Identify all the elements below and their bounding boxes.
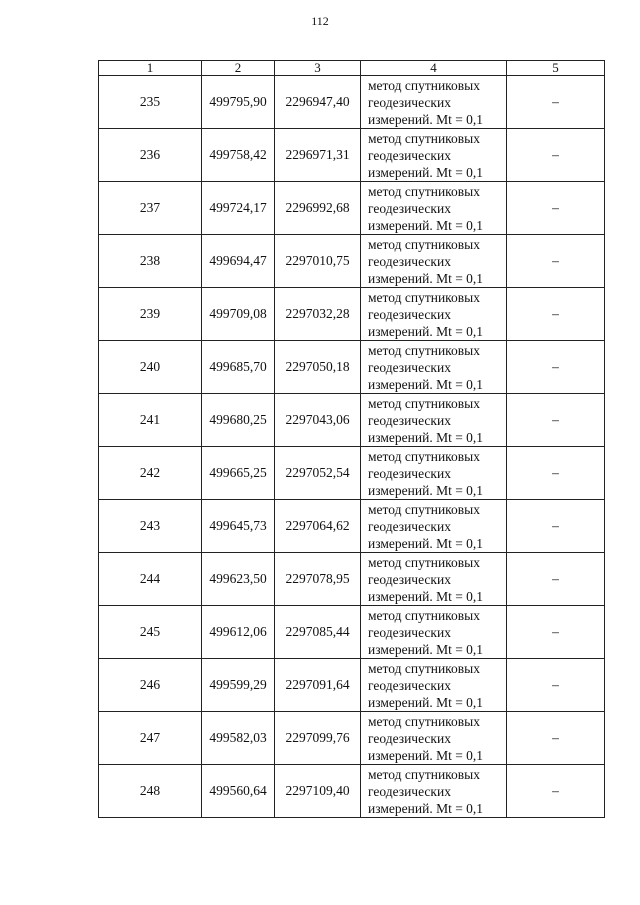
x-coordinate-cell: 499665,25 xyxy=(202,447,275,500)
y-coordinate-cell: 2296947,40 xyxy=(275,76,361,129)
note-cell: – xyxy=(507,606,605,659)
table-row xyxy=(99,76,605,129)
x-coordinate-cell: 499795,90 xyxy=(202,76,275,129)
method-cell xyxy=(361,765,507,818)
method-cell xyxy=(361,712,507,765)
method-line-3: измерений. Mt = 0,1 xyxy=(368,111,484,127)
point-number-cell: 239 xyxy=(99,288,202,341)
method-cell xyxy=(361,500,507,553)
method-line-2: геодезических xyxy=(368,306,451,322)
method-line-3: измерений. Mt = 0,1 xyxy=(368,588,484,604)
note-cell: – xyxy=(507,129,605,182)
method-line-1: метод спутниковых xyxy=(368,766,480,782)
note-cell: – xyxy=(507,500,605,553)
method-line-2: геодезических xyxy=(368,677,451,693)
y-coordinate-cell: 2296971,31 xyxy=(275,129,361,182)
y-coordinate-cell: 2297064,62 xyxy=(275,500,361,553)
point-number-cell: 240 xyxy=(99,341,202,394)
note-cell: – xyxy=(507,659,605,712)
method-line-1: метод спутниковых xyxy=(368,130,480,146)
point-number-cell: 245 xyxy=(99,606,202,659)
table-header-row xyxy=(99,61,605,76)
method-line-2: геодезических xyxy=(368,359,451,375)
method-line-1: метод спутниковых xyxy=(368,395,480,411)
method-line-1: метод спутниковых xyxy=(368,607,480,623)
method-line-3: измерений. Mt = 0,1 xyxy=(368,800,484,816)
x-coordinate-cell: 499724,17 xyxy=(202,182,275,235)
point-number-cell: 246 xyxy=(99,659,202,712)
method-line-2: геодезических xyxy=(368,571,451,587)
method-line-1: метод спутниковых xyxy=(368,448,480,464)
table-row xyxy=(99,447,605,500)
header-cell-number: 1 xyxy=(99,61,202,76)
point-number-cell: 243 xyxy=(99,500,202,553)
method-line-1: метод спутниковых xyxy=(368,660,480,676)
method-line-1: метод спутниковых xyxy=(368,77,480,93)
method-line-3: измерений. Mt = 0,1 xyxy=(368,270,484,286)
method-line-1: метод спутниковых xyxy=(368,236,480,252)
point-number-cell: 238 xyxy=(99,235,202,288)
method-cell xyxy=(361,288,507,341)
x-coordinate-cell: 499599,29 xyxy=(202,659,275,712)
point-number-cell: 241 xyxy=(99,394,202,447)
note-cell: – xyxy=(507,712,605,765)
method-line-1: метод спутниковых xyxy=(368,554,480,570)
x-coordinate-cell: 499582,03 xyxy=(202,712,275,765)
note-cell: – xyxy=(507,235,605,288)
y-coordinate-cell: 2297043,06 xyxy=(275,394,361,447)
note-cell: – xyxy=(507,394,605,447)
method-cell xyxy=(361,553,507,606)
method-line-1: метод спутниковых xyxy=(368,289,480,305)
note-cell: – xyxy=(507,288,605,341)
method-cell xyxy=(361,447,507,500)
method-line-3: измерений. Mt = 0,1 xyxy=(368,323,484,339)
note-cell: – xyxy=(507,447,605,500)
x-coordinate-cell: 499758,42 xyxy=(202,129,275,182)
y-coordinate-cell: 2297010,75 xyxy=(275,235,361,288)
x-coordinate-cell: 499709,08 xyxy=(202,288,275,341)
table-row xyxy=(99,288,605,341)
point-number-cell: 236 xyxy=(99,129,202,182)
method-line-1: метод спутниковых xyxy=(368,183,480,199)
method-cell xyxy=(361,659,507,712)
y-coordinate-cell: 2297109,40 xyxy=(275,765,361,818)
table-row xyxy=(99,341,605,394)
method-line-3: измерений. Mt = 0,1 xyxy=(368,747,484,763)
method-line-2: геодезических xyxy=(368,253,451,269)
y-coordinate-cell: 2297085,44 xyxy=(275,606,361,659)
y-coordinate-cell: 2296992,68 xyxy=(275,182,361,235)
y-coordinate-cell: 2297078,95 xyxy=(275,553,361,606)
y-coordinate-cell: 2297032,28 xyxy=(275,288,361,341)
point-number-cell: 247 xyxy=(99,712,202,765)
method-cell xyxy=(361,606,507,659)
x-coordinate-cell: 499694,47 xyxy=(202,235,275,288)
table-row xyxy=(99,500,605,553)
header-cell-method: 4 xyxy=(361,61,507,76)
x-coordinate-cell: 499685,70 xyxy=(202,341,275,394)
point-number-cell: 248 xyxy=(99,765,202,818)
header-cell-y: 3 xyxy=(275,61,361,76)
table-row xyxy=(99,394,605,447)
method-line-3: измерений. Mt = 0,1 xyxy=(368,482,484,498)
point-number-cell: 235 xyxy=(99,76,202,129)
point-number-cell: 244 xyxy=(99,553,202,606)
table-body xyxy=(99,61,605,818)
y-coordinate-cell: 2297052,54 xyxy=(275,447,361,500)
method-line-1: метод спутниковых xyxy=(368,501,480,517)
method-line-1: метод спутниковых xyxy=(368,713,480,729)
method-line-2: геодезических xyxy=(368,465,451,481)
page-number: 112 xyxy=(311,14,329,28)
method-cell xyxy=(361,129,507,182)
method-line-1: метод спутниковых xyxy=(368,342,480,358)
method-line-2: геодезических xyxy=(368,94,451,110)
method-line-2: геодезических xyxy=(368,624,451,640)
header-cell-x: 2 xyxy=(202,61,275,76)
method-cell xyxy=(361,394,507,447)
y-coordinate-cell: 2297091,64 xyxy=(275,659,361,712)
note-cell: – xyxy=(507,182,605,235)
x-coordinate-cell: 499560,64 xyxy=(202,765,275,818)
point-number-cell: 237 xyxy=(99,182,202,235)
table-row xyxy=(99,765,605,818)
method-line-2: геодезических xyxy=(368,412,451,428)
method-line-2: геодезических xyxy=(368,783,451,799)
method-cell xyxy=(361,235,507,288)
y-coordinate-cell: 2297050,18 xyxy=(275,341,361,394)
method-line-3: измерений. Mt = 0,1 xyxy=(368,164,484,180)
method-line-2: геодезических xyxy=(368,147,451,163)
note-cell: – xyxy=(507,341,605,394)
method-line-3: измерений. Mt = 0,1 xyxy=(368,429,484,445)
x-coordinate-cell: 499645,73 xyxy=(202,500,275,553)
method-line-2: геодезических xyxy=(368,200,451,216)
method-cell xyxy=(361,341,507,394)
x-coordinate-cell: 499680,25 xyxy=(202,394,275,447)
note-cell: – xyxy=(507,76,605,129)
method-line-3: измерений. Mt = 0,1 xyxy=(368,641,484,657)
table-row xyxy=(99,235,605,288)
method-cell xyxy=(361,76,507,129)
note-cell: – xyxy=(507,765,605,818)
table-row xyxy=(99,129,605,182)
method-line-3: измерений. Mt = 0,1 xyxy=(368,376,484,392)
method-line-3: измерений. Mt = 0,1 xyxy=(368,694,484,710)
method-line-2: геодезических xyxy=(368,730,451,746)
table-row xyxy=(99,553,605,606)
x-coordinate-cell: 499623,50 xyxy=(202,553,275,606)
method-line-3: измерений. Mt = 0,1 xyxy=(368,535,484,551)
table-row xyxy=(99,659,605,712)
method-cell xyxy=(361,182,507,235)
method-line-2: геодезических xyxy=(368,518,451,534)
table-row xyxy=(99,606,605,659)
table-row xyxy=(99,182,605,235)
x-coordinate-cell: 499612,06 xyxy=(202,606,275,659)
y-coordinate-cell: 2297099,76 xyxy=(275,712,361,765)
header-cell-note: 5 xyxy=(507,61,605,76)
note-cell: – xyxy=(507,553,605,606)
coordinates-table xyxy=(98,60,605,818)
point-number-cell: 242 xyxy=(99,447,202,500)
table-row xyxy=(99,712,605,765)
method-line-3: измерений. Mt = 0,1 xyxy=(368,217,484,233)
